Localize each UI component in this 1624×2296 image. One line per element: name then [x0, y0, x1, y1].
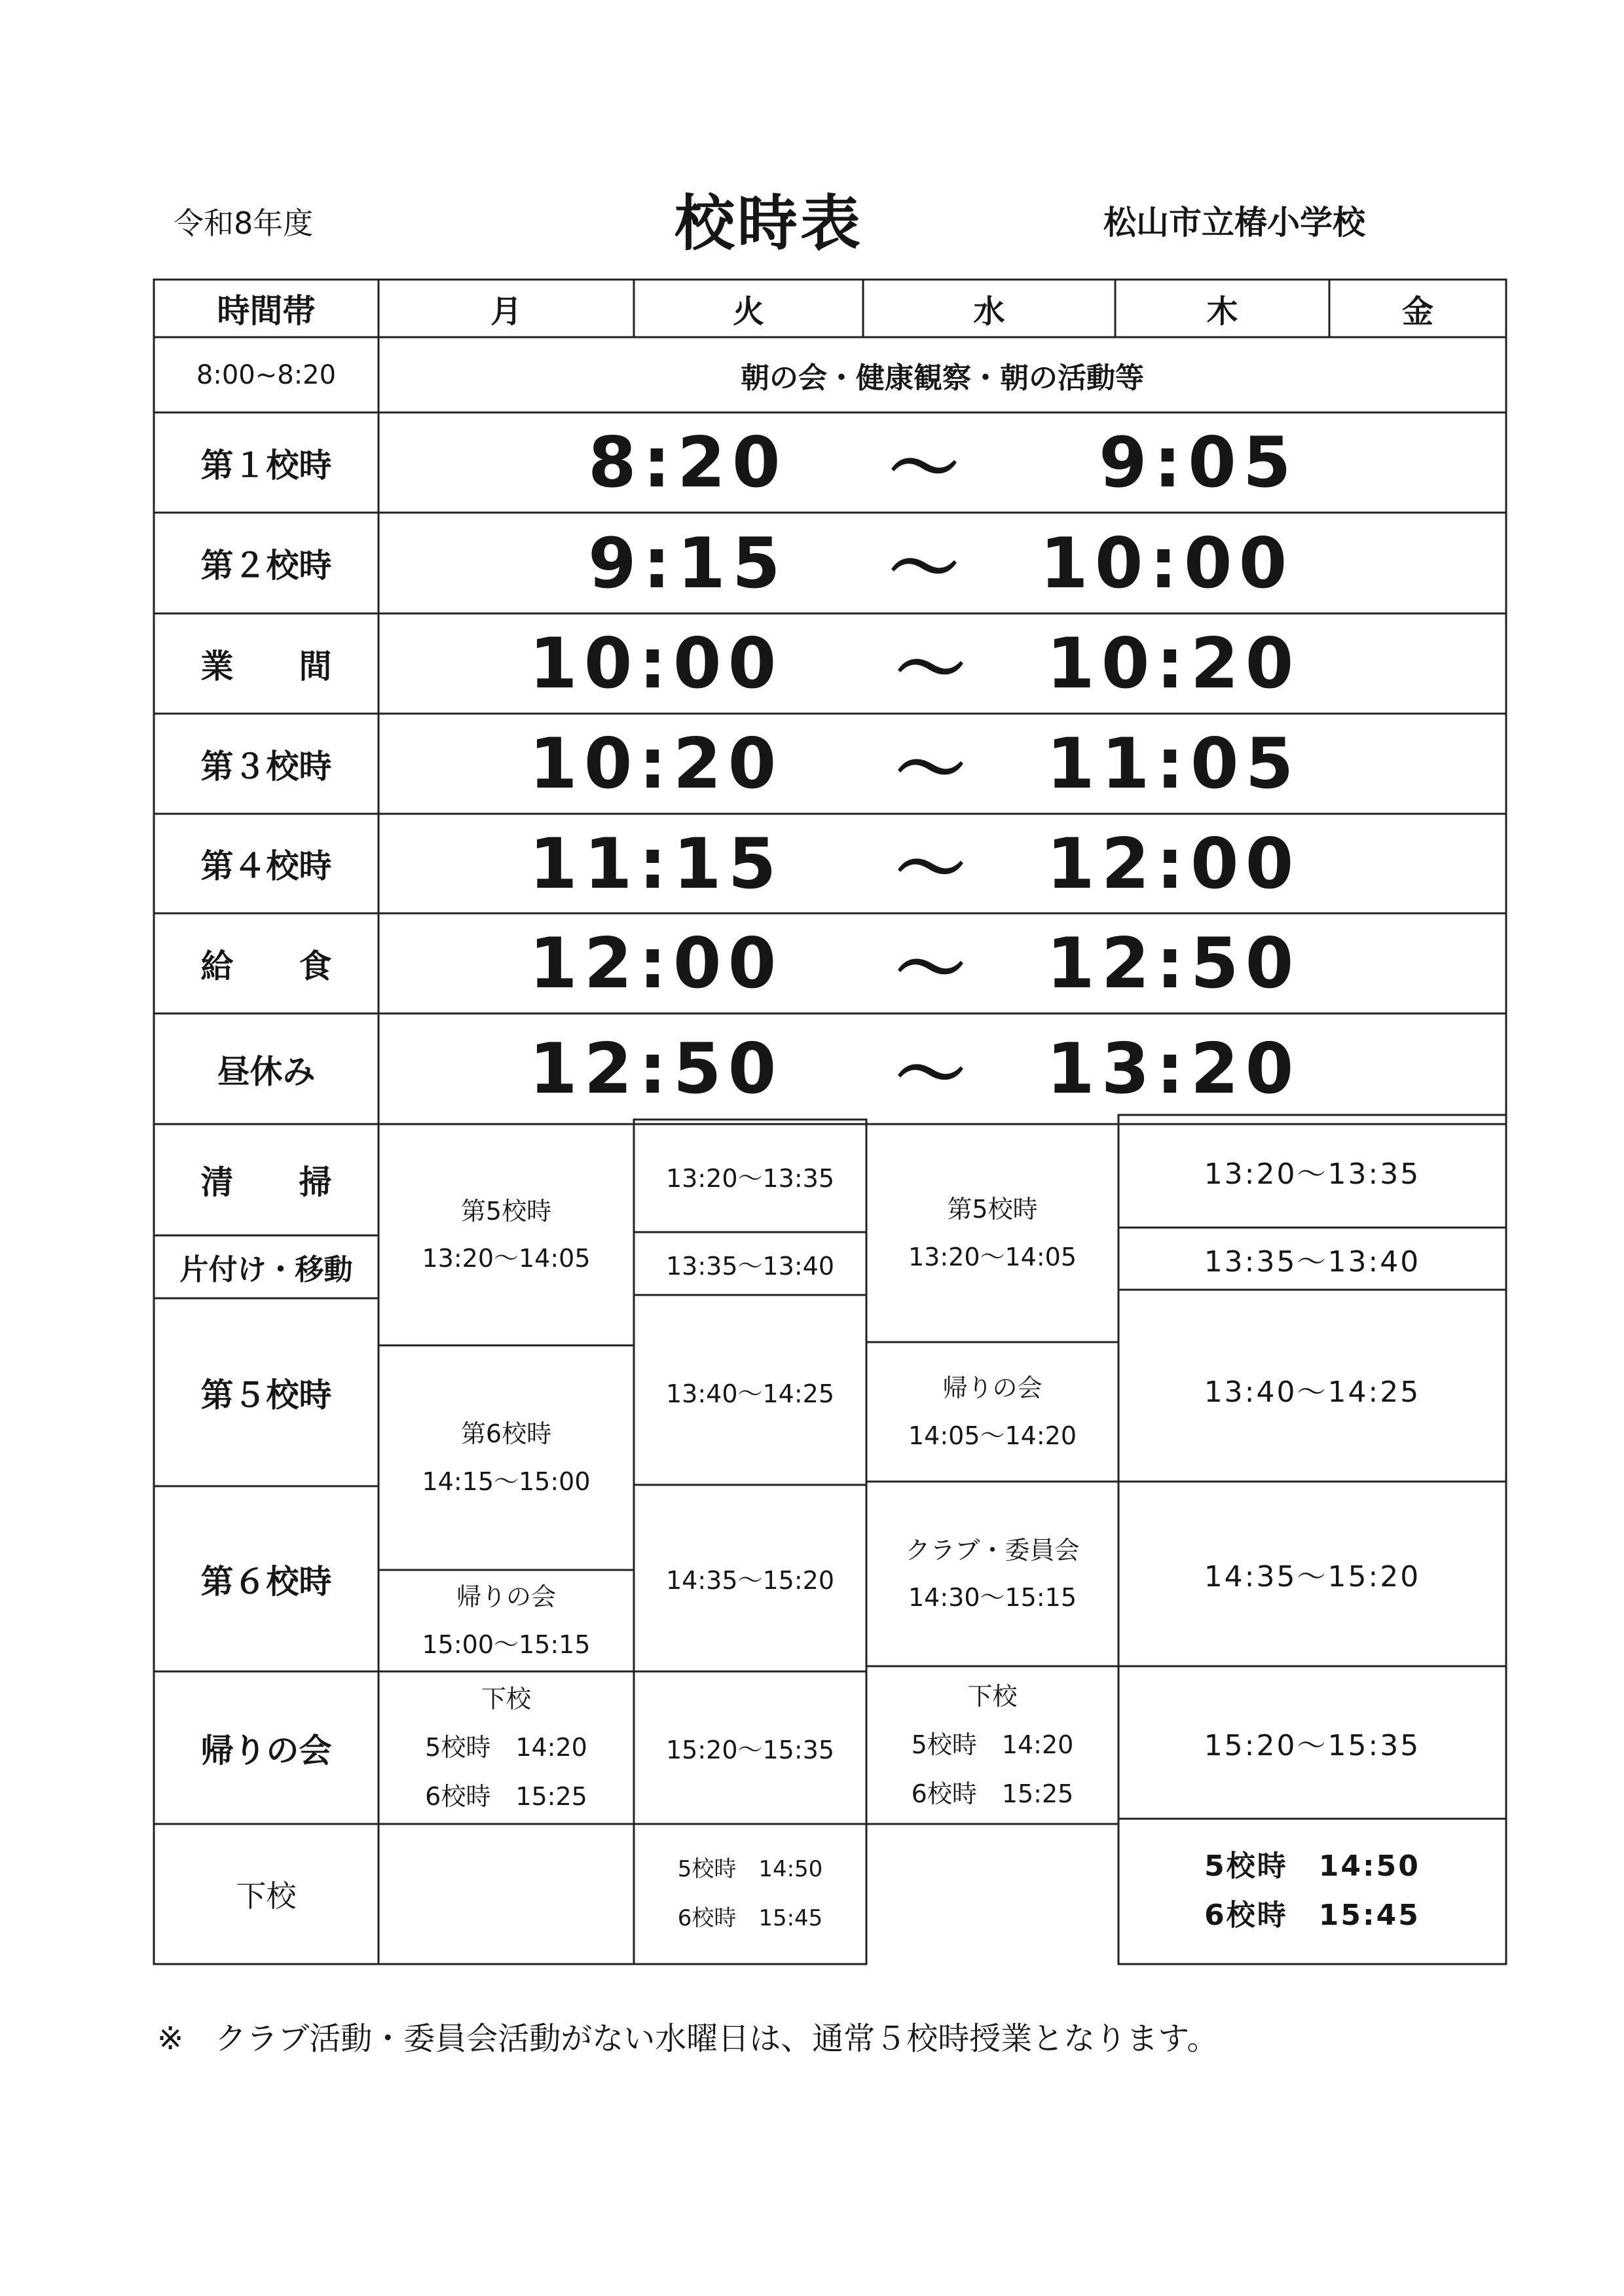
thu-fri-cleaning: 13:20～13:35: [1204, 1157, 1421, 1191]
period1-start: 8:20: [588, 422, 787, 503]
lunch-end: 12:50: [1046, 923, 1301, 1004]
mon-period5-label: 第5校時: [460, 1196, 552, 1226]
header-time-band: 時間帯: [217, 292, 316, 330]
mon-homeroom-time: 15:00～15:15: [422, 1630, 591, 1659]
lunch-break-end: 13:20: [1046, 1029, 1301, 1109]
row-label-period5: 第５校時: [200, 1376, 332, 1414]
header-day-fri: 金: [1401, 293, 1433, 330]
mon-homeroom: [378, 1570, 634, 1671]
lunch-break-start: 12:50: [529, 1029, 783, 1109]
morning-time: 8:00~8:20: [196, 359, 337, 390]
period3-sep: ～: [896, 729, 972, 810]
mon-dismissal-p6: 6校時 15:25: [425, 1781, 587, 1811]
thu-fri-period5: 13:40～14:25: [1204, 1376, 1421, 1409]
tue-dismissal: [634, 1824, 866, 1964]
header-day-mon: 月: [490, 293, 522, 330]
page-title: 校時表: [674, 189, 864, 259]
period4-start: 11:15: [529, 823, 783, 904]
row-label-period2: 第２校時: [200, 547, 332, 585]
morning-activity: 朝の会・健康観察・朝の活動等: [741, 361, 1144, 395]
wed-period5: [866, 1124, 1118, 1342]
school-year: 令和8年度: [174, 206, 314, 241]
tue-dismissal-p5: 5校時 14:50: [677, 1856, 823, 1883]
footnote: ※ クラブ活動・委員会活動がない水曜日は、通常５校時授業となります。: [157, 2020, 1219, 2057]
wed-club-label: クラブ・委員会: [905, 1535, 1080, 1565]
break-end: 10:20: [1046, 623, 1301, 704]
period2-sep: ～: [889, 528, 965, 609]
row-label-dismissal: 下校: [236, 1878, 297, 1914]
row-label-period6: 第６校時: [200, 1562, 332, 1601]
tue-moving: 13:35～13:40: [665, 1251, 835, 1281]
row-label-moving: 片付け・移動: [179, 1253, 353, 1286]
row-label-homeroom: 帰りの会: [200, 1731, 332, 1770]
row-label-break: 業 間: [200, 647, 332, 685]
period2-time: [378, 513, 1506, 613]
row-label-period4: 第４校時: [200, 847, 332, 885]
row-label-lunch-break: 昼休み: [217, 1052, 316, 1091]
mon-dismissal: [378, 1671, 634, 1824]
period1-end: 9:05: [1099, 422, 1298, 503]
break-sep: ～: [896, 629, 972, 710]
period2-start: 9:15: [588, 522, 787, 604]
tue-cleaning: 13:20～13:35: [665, 1163, 835, 1193]
mon-period5-time: 13:20～14:05: [422, 1244, 591, 1273]
wed-homeroom-label: 帰りの会: [942, 1374, 1043, 1403]
thu-fri-period6: 14:35～15:20: [1204, 1560, 1421, 1594]
school-name: 松山市立椿小学校: [1103, 204, 1365, 242]
wed-club-time: 14:30～15:15: [908, 1583, 1077, 1612]
lunch-sep: ～: [896, 928, 972, 1010]
wed-period5-label: 第5校時: [947, 1195, 1038, 1224]
header-day-wed: 水: [973, 293, 1005, 330]
period4-time: [378, 814, 1506, 913]
wed-club: [866, 1482, 1118, 1666]
thu-fri-dismissal-p5: 5校時 14:50: [1204, 1850, 1420, 1884]
period2-end: 10:00: [1040, 522, 1294, 604]
mon-homeroom-label: 帰りの会: [456, 1582, 556, 1612]
wed-dismissal-p6: 6校時 15:25: [911, 1779, 1074, 1808]
lunch-time: [378, 913, 1506, 1013]
period3-end: 11:05: [1046, 723, 1301, 804]
period4-end: 12:00: [1046, 823, 1301, 904]
thu-fri-moving: 13:35～13:40: [1204, 1245, 1421, 1279]
lunch-break-time: [378, 1013, 1506, 1124]
period3-time: [378, 714, 1506, 814]
header-day-tue: 火: [732, 293, 764, 330]
mon-period6-label: 第6校時: [460, 1419, 552, 1449]
thu-fri-homeroom: 15:20～15:35: [1204, 1728, 1421, 1762]
lunch-start: 12:00: [529, 923, 783, 1004]
thu-fri-dismissal-p6: 6校時 15:45: [1204, 1899, 1420, 1932]
period1-sep: ～: [889, 428, 965, 509]
wed-dismissal-title: 下校: [967, 1682, 1018, 1711]
row-label-period3: 第３校時: [200, 747, 332, 786]
tue-period6: 14:35～15:20: [665, 1566, 835, 1595]
mon-dismissal-title: 下校: [481, 1685, 531, 1714]
period1-time: [378, 412, 1506, 513]
tue-homeroom: 15:20～15:35: [665, 1736, 835, 1764]
break-time: [378, 613, 1506, 714]
wed-dismissal-p5: 5校時 14:20: [911, 1730, 1074, 1760]
mon-period5: [378, 1124, 634, 1345]
mon-dismissal-p5: 5校時 14:20: [425, 1733, 587, 1762]
thu-fri-dismissal: [1118, 1819, 1506, 1964]
row-label-period1: 第１校時: [200, 446, 332, 484]
wed-dismissal: [866, 1666, 1118, 1824]
wed-period5-time: 13:20～14:05: [908, 1242, 1077, 1271]
row-label-cleaning: 清 掃: [200, 1163, 332, 1201]
row-label-lunch: 給 食: [200, 947, 332, 985]
lunch-break-sep: ～: [896, 1034, 972, 1115]
wed-homeroom: [866, 1342, 1118, 1482]
tue-period5: 13:40～14:25: [665, 1379, 835, 1408]
mon-period6: [378, 1345, 634, 1570]
period4-sep: ～: [896, 829, 972, 909]
break-start: 10:00: [529, 623, 783, 704]
tue-dismissal-p6: 6校時 15:45: [677, 1905, 823, 1931]
mon-period6-time: 14:15～15:00: [422, 1467, 591, 1496]
header-day-thu: 木: [1206, 293, 1238, 330]
wed-homeroom-time: 14:05～14:20: [908, 1421, 1077, 1450]
period3-start: 10:20: [529, 723, 783, 804]
